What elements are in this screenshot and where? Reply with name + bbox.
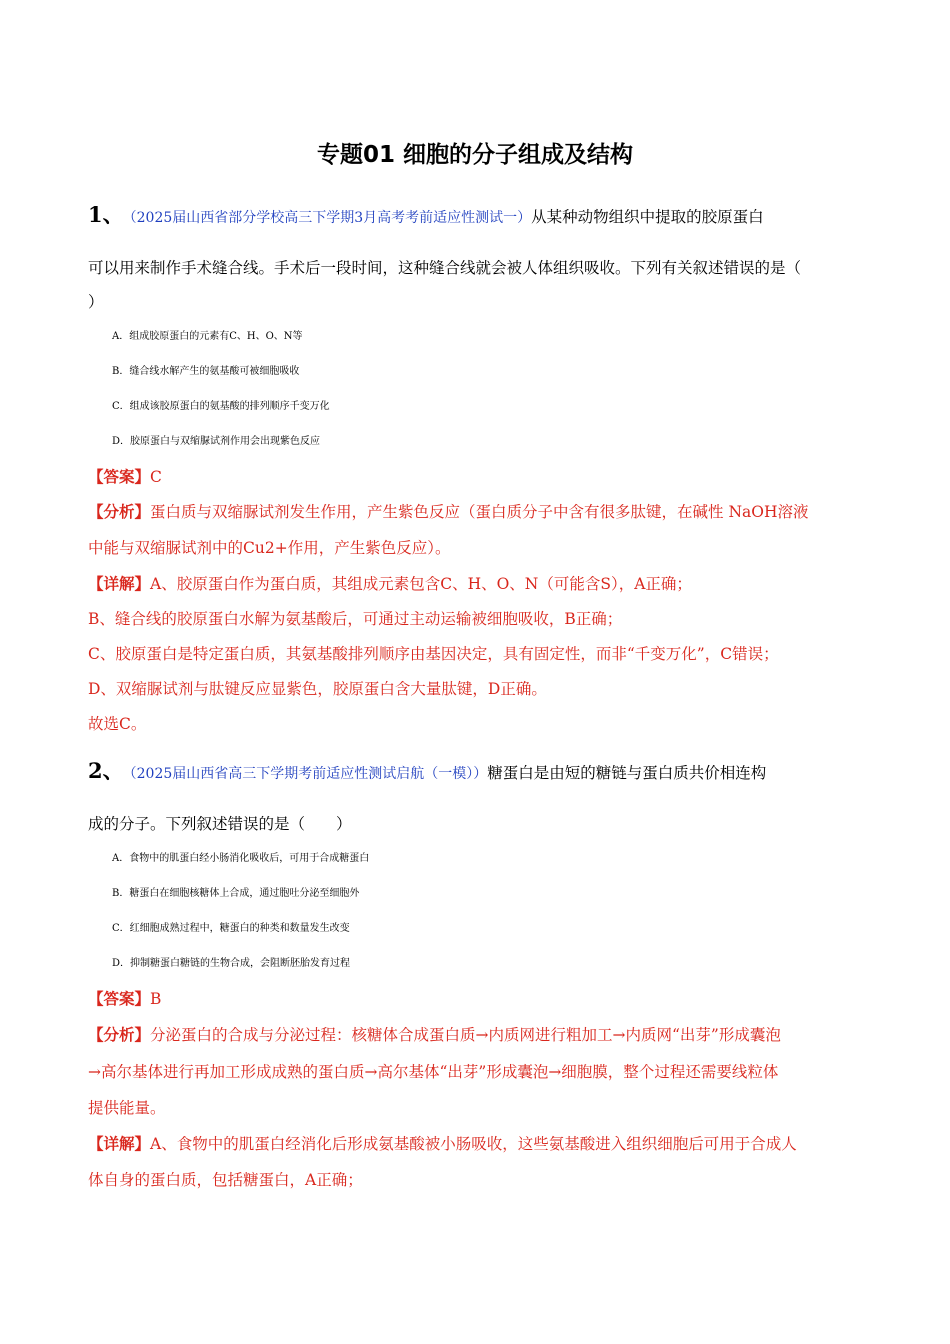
q2-analysis-text-1: 分泌蛋白的合成与分泌过程：核糖体合成蛋白质→内质网进行粗加工→内质网“出芽”形成囊泡 [150,1026,781,1044]
q1-stem-line-1 [88,204,868,229]
q1-detail-4: D、双缩脲试剂与肽键反应显紫色，胶原蛋白含大量肽键，D正确。 [88,680,547,698]
q2-answer-tag: 【答案】 [88,989,151,1008]
q2-stem-2: 成的分子。下列叙述错误的是（ ） [88,815,352,833]
q1-analysis-2: 中能与双缩脲试剂中的Cu2+作用，产生紫色反应）。 [88,539,451,557]
q2-source: （2025届山西省高三下学期考前适应性测试启航（一模）） [129,766,488,782]
q2-stem-1: 糖蛋白是由短的糖链与蛋白质共价相连构 [487,764,767,782]
q1-option-d: D．胶原蛋白与双缩脲试剂作用会出现紫色反应 [112,436,321,447]
q2-stem-line-1 [88,760,868,785]
q2-option-b: B．糖蛋白在细胞核糖体上合成，通过胞吐分泌至细胞外 [112,888,360,899]
q1-stem-2: 可以用来制作手术缝合线。手术后一段时间，这种缝合线就会被人体组织吸收。下列有关叙述错误的是（ [88,259,802,277]
q2-analysis-3: 提供能量。 [88,1099,166,1117]
q1-stem-1: 从某种动物组织中提取的胶原蛋白 [531,208,764,226]
page-title: 专题01 细胞的分子组成及结构 [316,142,633,168]
q2-detail-text-1: A、食物中的肌蛋白经消化后形成氨基酸被小肠吸收，这些氨基酸进入组织细胞后可用于合成人 [150,1135,797,1153]
q1-option-a: A．组成胶原蛋白的元素有C、H、O、N等 [112,331,303,342]
q2-detail-2: 体自身的蛋白质，包括糖蛋白，A正确； [88,1171,363,1189]
q1-analysis-text-1: 蛋白质与双缩脲试剂发生作用，产生紫色反应（蛋白质分子中含有很多肽键，在碱性 NaOH溶液 [150,503,809,521]
q2-detail-tag: 【详解】 [88,1134,151,1153]
q1-detail-3: C、胶原蛋白是特定蛋白质，其氨基酸排列顺序由基因决定，具有固定性，而非“千变万化”，C错误； [88,645,779,663]
q2-answer-value: B [150,990,162,1008]
q1-analysis-tag: 【分析】 [88,502,151,521]
q1-detail-1 [88,573,868,595]
q2-answer [88,988,868,1010]
q1-analysis-1 [88,501,868,523]
q2-analysis-1 [88,1024,868,1046]
q2-number: 2、 [88,758,124,783]
q1-detail-2: B、缝合线的胶原蛋白水解为氨基酸后，可通过主动运输被细胞吸收，B正确； [88,610,623,628]
q2-option-a: A．食物中的肌蛋白经小肠消化吸收后，可用于合成糖蛋白 [112,853,370,864]
q2-analysis-2: →高尔基体进行再加工形成成熟的蛋白质→高尔基体“出芽”形成囊泡→细胞膜，整个过程还需要线粒体 [88,1063,779,1081]
q1-option-c: C．组成该胶原蛋白的氨基酸的排列顺序千变万化 [112,401,330,412]
q2-option-c: C．红细胞成熟过程中，糖蛋白的种类和数量发生改变 [112,923,350,934]
q1-detail-text-1: A、胶原蛋白作为蛋白质，其组成元素包含C、H、O、N（可能含S），A正确； [150,575,692,593]
q2-analysis-tag: 【分析】 [88,1025,151,1044]
q1-detail-5: 故选C。 [88,715,147,733]
q2-option-d: D．抑制糖蛋白糖链的生物合成，会阻断胚胎发育过程 [112,958,351,969]
q1-answer [88,466,868,488]
q1-answer-value: C [150,468,162,486]
q2-detail-1 [88,1133,868,1155]
q1-answer-tag: 【答案】 [88,467,151,486]
q1-number: 1、 [88,202,124,227]
q1-stem-3: ） [88,293,104,311]
q1-source: （2025届山西省部分学校高三下学期3月高考考前适应性测试一） [129,210,532,226]
q1-detail-tag: 【详解】 [88,574,151,593]
q1-option-b: B．缝合线水解产生的氨基酸可被细胞吸收 [112,366,300,377]
